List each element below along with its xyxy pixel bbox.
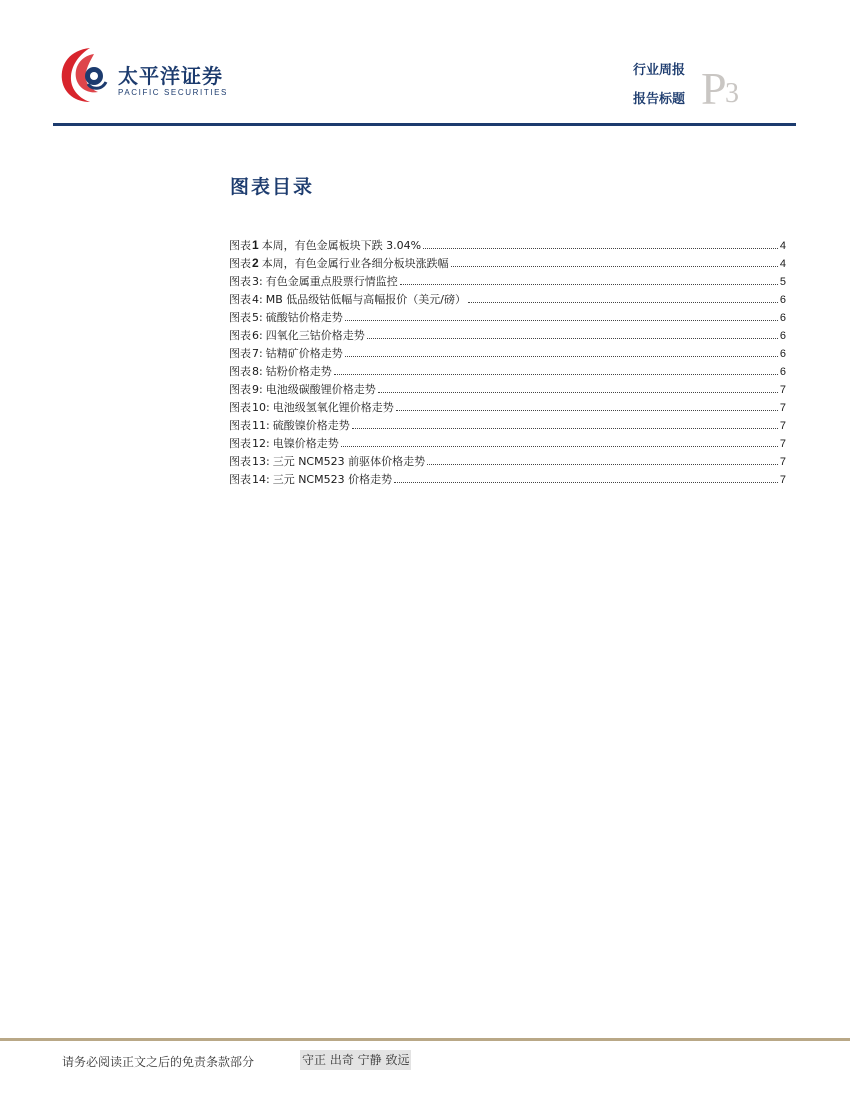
toc-leader-dots [396,409,778,411]
toc-entry-text: 三元 NCM523 价格走势 [272,473,393,486]
report-type: 行业周报 [632,63,685,78]
toc-entry-prefix: 图表 [229,311,251,324]
toc-entry-label [229,453,425,469]
toc-leader-dots [341,445,778,447]
toc-entry-page: 6 [779,312,786,324]
toc-entry[interactable] [229,399,786,417]
toc-entry-prefix: 图表 [229,293,251,306]
toc-entry-page: 6 [779,330,786,342]
toc-entry-page: 6 [779,366,786,378]
toc-entry-number: 4: [252,293,263,306]
toc-leader-dots [367,337,778,339]
toc-entry-number: 8: [252,365,263,378]
toc-entry-text: 钴精矿价格走势 [265,347,343,360]
toc-entry[interactable] [229,345,786,363]
toc-entry-prefix: 图表 [229,437,251,450]
toc-entry-prefix: 图表 [229,275,251,288]
toc-entry[interactable] [229,237,786,255]
report-title: 报告标题 [632,92,685,107]
toc-entry-label [229,435,339,451]
toc-entry-text: 四氧化三钴价格走势 [265,329,365,342]
toc-entry-prefix: 图表 [229,329,251,342]
toc-entry[interactable] [229,417,786,435]
toc-entry-number: 9: [252,383,263,396]
toc-entry-page: 6 [779,348,786,360]
toc-entry-number: 13: [252,455,270,468]
toc-entry-text: 有色金属重点股票行情监控 [265,275,398,288]
toc-entry[interactable] [229,453,786,471]
toc-entry-text: 电池级氢氧化锂价格走势 [272,401,394,414]
toc-title: 图表目录 [230,176,315,198]
toc-entry-number: 3: [252,275,263,288]
toc-entry-page: 7 [779,456,786,468]
toc-entry-page: 7 [779,438,786,450]
toc-entry-number: 1 [252,238,259,252]
toc-entry-prefix: 图表 [229,347,251,360]
toc-entry-number: 2 [252,256,259,270]
page-prefix: P [701,63,727,114]
toc-leader-dots [451,265,778,267]
toc-entry-label [229,291,466,307]
toc-entry-page: 5 [779,276,786,288]
toc-entry-number: 11: [252,419,270,432]
footer-disclaimer: 请务必阅读正文之后的免责条款部分 [62,1055,255,1069]
toc-entry-prefix: 图表 [229,383,251,396]
toc-entry[interactable] [229,363,786,381]
toc-entry-text: 电镍价格走势 [272,437,339,450]
toc-entry-number: 10: [252,401,270,414]
toc-entry-label [229,237,421,253]
logo-chinese-name: 太平洋证券 [118,64,223,88]
toc-entry[interactable] [229,273,786,291]
toc-entry-prefix: 图表 [229,239,251,252]
toc-entry-prefix: 图表 [229,473,251,486]
toc-entry-label [229,417,350,433]
toc-leader-dots [427,463,778,465]
toc-entry-page: 4 [779,258,786,270]
toc-entry-prefix: 图表 [229,365,251,378]
toc-entry[interactable] [229,255,786,273]
toc-entry-number: 5: [252,311,263,324]
toc-leader-dots [334,373,778,375]
toc-entry-label [229,345,343,361]
toc-list [229,237,786,489]
toc-leader-dots [345,319,778,321]
toc-leader-dots [378,391,778,393]
toc-entry-prefix: 图表 [229,455,251,468]
logo-english-name: PACIFIC SECURITIES [118,88,228,97]
toc-entry-prefix: 图表 [229,419,251,432]
pacific-securities-logo-icon [58,44,114,104]
footer-divider [0,1038,850,1041]
toc-entry-page: 7 [779,402,786,414]
toc-leader-dots [468,301,778,303]
toc-entry-label [229,381,376,397]
toc-entry-label [229,255,449,271]
toc-entry-text: 本周，有色金属行业各细分板块涨跌幅 [261,257,449,270]
header-divider [53,123,796,126]
toc-entry-page: 7 [779,474,786,486]
toc-entry-number: 14: [252,473,270,486]
toc-entry[interactable] [229,381,786,399]
toc-entry-page: 7 [779,384,786,396]
toc-entry[interactable] [229,435,786,453]
toc-entry[interactable] [229,471,786,489]
toc-entry-text: 电池级碳酸锂价格走势 [265,383,376,396]
toc-entry-number: 6: [252,329,263,342]
page-number: 3 [725,78,739,109]
toc-entry[interactable] [229,327,786,345]
toc-entry-prefix: 图表 [229,257,251,270]
toc-leader-dots [352,427,778,429]
toc-entry-label [229,363,332,379]
toc-leader-dots [400,283,778,285]
toc-entry-label [229,273,398,289]
toc-leader-dots [345,355,778,357]
toc-entry-number: 7: [252,347,263,360]
toc-entry-label [229,309,343,325]
toc-entry[interactable] [229,291,786,309]
toc-entry-number: 12: [252,437,270,450]
footer-motto: 守正 出奇 宁静 致远 [300,1050,411,1070]
toc-entry-text: 硫酸镍价格走势 [272,419,350,432]
toc-leader-dots [394,481,778,483]
toc-entry-prefix: 图表 [229,401,251,414]
toc-entry-text: 本周，有色金属板块下跌 3.04% [261,239,422,252]
toc-entry-text: MB 低品级钴低幅与高幅报价（美元/磅） [265,293,466,306]
toc-entry-text: 三元 NCM523 前驱体价格走势 [272,455,426,468]
page-header [0,0,850,130]
toc-entry-page: 6 [779,294,786,306]
toc-entry-label [229,399,394,415]
toc-entry-text: 钴粉价格走势 [265,365,332,378]
company-logo [58,44,258,114]
toc-entry-label [229,471,392,487]
toc-entry-page: 7 [779,420,786,432]
toc-entry-label [229,327,365,343]
toc-entry[interactable] [229,309,786,327]
toc-leader-dots [423,247,778,249]
toc-entry-text: 硫酸钴价格走势 [265,311,343,324]
toc-entry-page: 4 [779,240,786,252]
